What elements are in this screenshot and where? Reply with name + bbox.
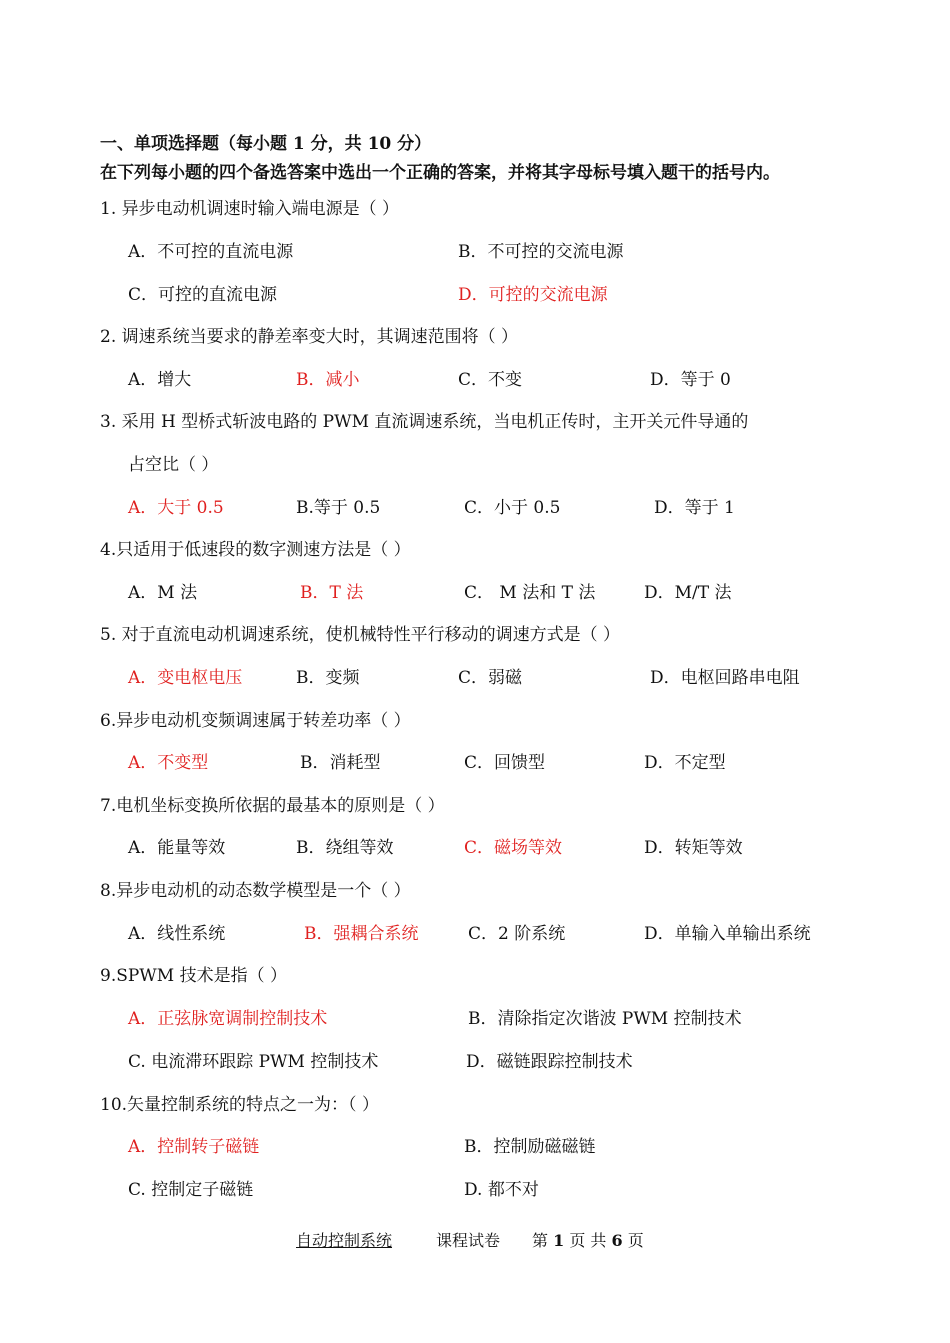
- q2-option-a: A．增大: [128, 370, 192, 390]
- q3-option-b: B.等于 0.5: [296, 498, 381, 518]
- footer-page-number: 1: [553, 1231, 565, 1250]
- q5-option-c: C．弱磁: [458, 668, 523, 688]
- q8-option-c: C．2 阶系统: [468, 924, 566, 944]
- q2-option-c: C．不变: [458, 370, 523, 390]
- q10-option-b: B．控制励磁磁链: [464, 1137, 596, 1157]
- q2-option-d: D．等于 0: [650, 370, 731, 390]
- q8-option-d: D．单输入单输出系统: [644, 924, 811, 944]
- q4-option-a: A．M 法: [128, 583, 198, 603]
- q4-option-c: C． M 法和 T 法: [464, 583, 596, 603]
- question-9: 9.SPWM 技术是指（ ）: [100, 966, 287, 986]
- q5-option-a: A．变电枢电压: [128, 668, 243, 688]
- q4-option-d: D．M/T 法: [644, 583, 732, 603]
- q3-option-a: A．大于 0.5: [128, 498, 224, 518]
- q6-option-d: D．不定型: [644, 753, 726, 773]
- q1-option-c: C．可控的直流电源: [128, 285, 278, 305]
- q7-option-d: D．转矩等效: [644, 838, 743, 858]
- question-3-continued: 占空比（ ）: [128, 455, 219, 475]
- question-4: 4.只适用于低速段的数字测速方法是（ ）: [100, 540, 411, 560]
- footer-page-total: 6: [611, 1231, 623, 1250]
- q10-option-a: A．控制转子磁链: [128, 1137, 260, 1157]
- footer-page-mid: 页 共: [564, 1231, 612, 1250]
- q1-option-b: B．不可控的交流电源: [458, 242, 624, 262]
- footer-page-prefix: 第: [532, 1231, 554, 1250]
- q5-option-b: B．变频: [296, 668, 360, 688]
- question-5: 5. 对于直流电动机调速系统，使机械特性平行移动的调速方式是（ ）: [100, 625, 621, 645]
- q7-option-a: A．能量等效: [128, 838, 226, 858]
- footer-page-indicator: [532, 1230, 644, 1252]
- q6-option-b: B．消耗型: [300, 753, 381, 773]
- q7-option-c: C．磁场等效: [464, 838, 563, 858]
- q9-option-d: D．磁链跟踪控制技术: [466, 1052, 633, 1072]
- q7-option-b: B．绕组等效: [296, 838, 394, 858]
- q8-option-a: A．线性系统: [128, 924, 226, 944]
- question-8: 8.异步电动机的动态数学模型是一个（ ）: [100, 881, 411, 901]
- q2-option-b: B．减小: [296, 370, 360, 390]
- question-10: 10.矢量控制系统的特点之一为：（ ）: [100, 1095, 379, 1115]
- q5-option-d: D．电枢回路串电阻: [650, 668, 800, 688]
- q3-option-c: C．小于 0.5: [464, 498, 561, 518]
- section-instruction: 在下列每小题的四个备选答案中选出一个正确的答案，并将其字母标号填入题干的括号内。: [100, 163, 780, 183]
- q4-option-b: B．T 法: [300, 583, 364, 603]
- question-7: 7.电机坐标变换所依据的最基本的原则是（ ）: [100, 796, 445, 816]
- footer-paper-type: 课程试卷: [436, 1231, 501, 1250]
- section-title: 一、单项选择题（每小题 1 分，共 10 分）: [100, 134, 432, 154]
- q10-option-c: C. 控制定子磁链: [128, 1180, 254, 1200]
- q6-option-a: A．不变型: [128, 753, 209, 773]
- q3-option-d: D．等于 1: [654, 498, 735, 518]
- q8-option-b: B．强耦合系统: [304, 924, 419, 944]
- question-6: 6.异步电动机变频调速属于转差功率（ ）: [100, 711, 411, 731]
- q1-option-d: D．可控的交流电源: [458, 285, 608, 305]
- q1-option-a: A．不可控的直流电源: [128, 242, 294, 262]
- q9-option-b: B．清除指定次谐波 PWM 控制技术: [468, 1009, 742, 1029]
- q6-option-c: C．回馈型: [464, 753, 546, 773]
- q10-option-d: D. 都不对: [464, 1180, 539, 1200]
- question-1: 1. 异步电动机调速时输入端电源是（ ）: [100, 199, 400, 219]
- question-3: 3. 采用 H 型桥式斩波电路的 PWM 直流调速系统，当电机正传时，主开关元件导通的: [100, 412, 749, 432]
- q9-option-c: C. 电流滞环跟踪 PWM 控制技术: [128, 1052, 379, 1072]
- footer-course-name: 自动控制系统: [296, 1231, 393, 1250]
- footer-page-suffix: 页: [622, 1231, 644, 1250]
- q9-option-a: A．正弦脉宽调制控制技术: [128, 1009, 328, 1029]
- question-2: 2. 调速系统当要求的静差率变大时，其调速范围将（ ）: [100, 327, 519, 347]
